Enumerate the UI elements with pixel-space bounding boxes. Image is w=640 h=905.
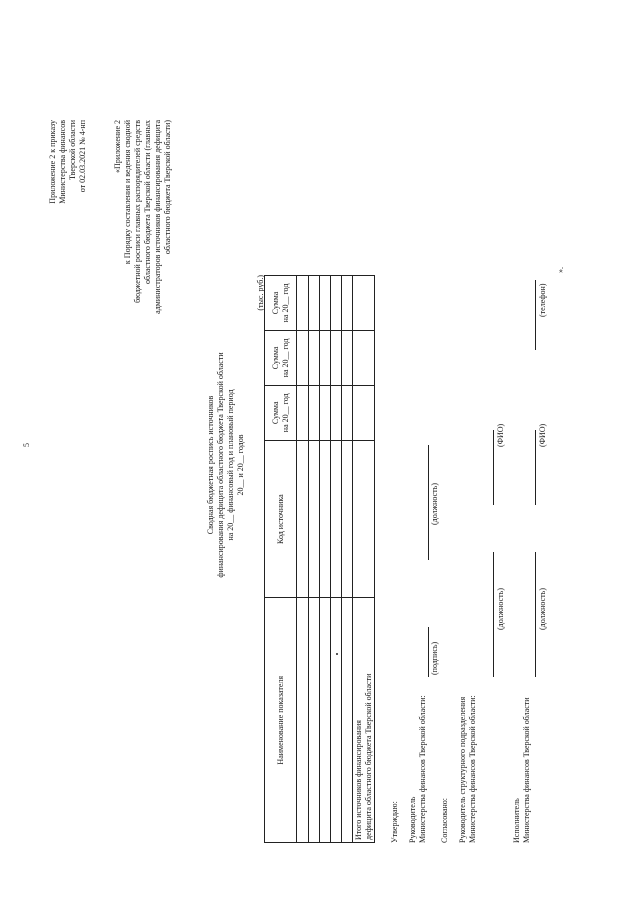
table-row <box>342 276 353 843</box>
units-label: (тыс. руб.) <box>256 275 265 311</box>
appendix-quote-line: бюджетной росписи главных распорядителей средств <box>133 120 142 303</box>
phone-caption: (телефон) <box>538 283 547 317</box>
fio-line <box>493 430 494 505</box>
total-row-line: Итого источников финансирования <box>354 720 363 840</box>
position-caption: (должность) <box>538 588 547 630</box>
executor-title-line: Исполнитель <box>512 798 521 843</box>
head-title-line: Руководитель <box>408 796 417 843</box>
total-row-line: дефицита областного бюджета Тверской области <box>363 673 373 840</box>
appendix-quote-line: администраторов источников финансирования дефицита <box>153 120 162 314</box>
fio-line <box>535 430 536 505</box>
table-row <box>320 276 331 843</box>
executor-title-line: Министерства финансов Тверской области <box>522 697 531 843</box>
header-sum-label: Сумма <box>271 346 280 370</box>
unit-head-title-line: Руководитель структурного подразделения <box>458 696 467 843</box>
header-sum-3 <box>265 276 297 331</box>
fio-caption: (ФИО) <box>496 423 505 447</box>
table-row <box>297 276 309 843</box>
closing-quote: ». <box>556 267 565 273</box>
header-code: Код источника <box>265 440 297 598</box>
appendix-header-line: от 02.03.2021 № 4-нп <box>78 120 87 193</box>
appendix-quote-line: областного бюджета Тверской области) <box>163 120 172 255</box>
header-sum-year: на 20__ год <box>280 338 290 378</box>
header-name: Наименование показателя <box>265 598 297 843</box>
total-row-label <box>353 598 375 843</box>
header-sum-2 <box>265 330 297 385</box>
position-caption: (должность) <box>496 588 505 630</box>
head-title-line: Министерства финансов Тверской области: <box>418 695 427 843</box>
position-caption: (должность) <box>430 483 439 525</box>
unit-head-title-line: Министерства финансов Тверской области: <box>468 695 477 843</box>
header-sum-label: Сумма <box>271 401 280 425</box>
position-line <box>493 552 494 677</box>
header-sum-year: на 20__ год <box>280 283 290 323</box>
appendix-header-line: Тверской области <box>68 120 77 180</box>
fio-caption: (ФИО) <box>538 423 547 447</box>
phone-line <box>535 280 536 350</box>
header-sum-1 <box>265 385 297 440</box>
sources-table <box>264 275 375 843</box>
header-sum-label: Сумма <box>271 291 280 315</box>
position-line <box>535 552 536 677</box>
signature-caption: (подпись) <box>430 641 439 675</box>
table-total-row <box>353 276 375 843</box>
appendix-header-line: Приложение 2 к приказу <box>48 120 57 204</box>
appendix-quote-line: областного бюджета Тверской области (главных <box>143 120 152 284</box>
stray-mark <box>336 653 338 655</box>
table-header-row <box>265 276 297 843</box>
document-title-line: на 20__ финансовый год и плановый период <box>226 389 235 541</box>
position-line <box>428 445 429 560</box>
appendix-quote-line: к Порядку составления и ведения сводной <box>123 120 132 265</box>
appendix-quote-line: «Приложение 2 <box>113 120 122 173</box>
table-row <box>331 276 342 843</box>
agreed-label: Согласовано: <box>440 797 449 843</box>
approved-label: Утверждаю: <box>390 801 399 843</box>
document-title-line: Сводная бюджетная роспись источников <box>206 395 215 535</box>
document-title-line: 20__ и 20__ годов <box>236 434 245 496</box>
signature-line <box>428 627 429 677</box>
appendix-header-line: Министерства финансов <box>58 120 67 204</box>
document-title-line: финансирования дефицита областного бюджета Тверской области <box>216 352 225 578</box>
header-sum-year: на 20__ год <box>280 393 290 433</box>
table-row <box>309 276 320 843</box>
page-number: 5 <box>22 443 31 447</box>
